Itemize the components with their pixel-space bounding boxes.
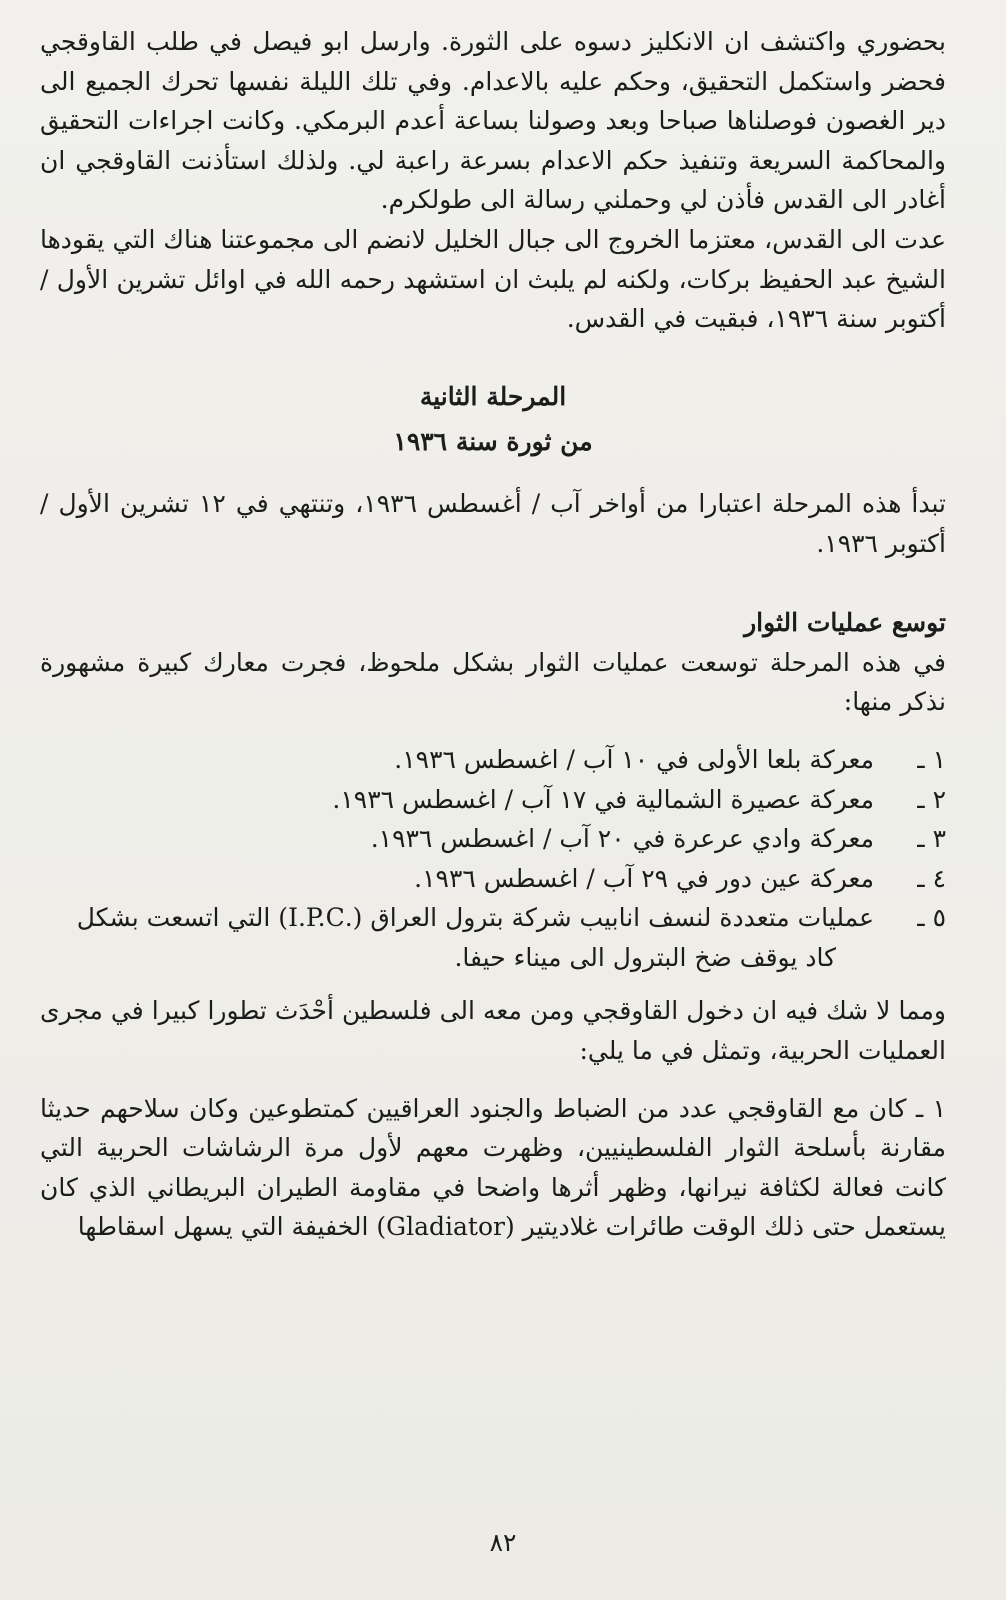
list-number: ١ ـ bbox=[917, 744, 946, 774]
section-title: توسع عمليات الثوار bbox=[744, 608, 946, 638]
paragraph-2: عدت الى القدس، معتزما الخروج الى جبال الخليل لانضم الى مجموعتنا هناك التي يقودها الشيخ عبد الحفيظ بركات، ولكنه لم يلبث ان استشهد رحمه الله في اوائل تشرين الأول / أكتوبر سنة ١٩٣٦، فبقيت في القدس. bbox=[40, 224, 946, 334]
page-text bbox=[40, 22, 946, 1247]
list-text: عمليات متعددة لنسف انابيب شركة بترول العراق (.I.P.C) التي اتسعت بشكل bbox=[76, 903, 874, 933]
list-text: معركة وادي عرعرة في ٢٠ آب / اغسطس ١٩٣٦. bbox=[370, 824, 874, 854]
list-text: معركة عصيرة الشمالية في ١٧ آب / اغسطس ١٩٣٦. bbox=[332, 784, 874, 814]
list-number: ٥ ـ bbox=[917, 903, 946, 933]
list-text: معركة بلعا الأولى في ١٠ آب / اغسطس ١٩٣٦. bbox=[394, 744, 874, 774]
paragraph-after-list: ومما لا شك فيه ان دخول القاوقجي ومن معه الى فلسطين أحْدَث تطورا كبيرا في مجرى العمليات الحربية، وتمثل في ما يلي: bbox=[40, 996, 946, 1066]
phase-subtitle: من ثورة سنة ١٩٣٦ bbox=[393, 427, 593, 457]
list-text: معركة عين دور في ٢٩ آب / اغسطس ١٩٣٦. bbox=[414, 863, 874, 893]
list-item bbox=[40, 780, 946, 820]
page-number: ٨٢ bbox=[489, 1528, 517, 1557]
list-item bbox=[40, 898, 946, 938]
list-number: ٣ ـ bbox=[917, 824, 946, 854]
battles-list bbox=[40, 740, 946, 938]
section-intro: في هذه المرحلة توسعت عمليات الثوار بشكل ملحوظ، فجرت معارك كبيرة مشهورة نذكر منها: bbox=[40, 647, 946, 717]
list-item bbox=[40, 740, 946, 780]
list-item bbox=[40, 819, 946, 859]
paragraph-1: بحضوري واكتشف ان الانكليز دسوه على الثورة. وارسل ابو فيصل في طلب القاوقجي فحضر واستكمل التحقيق، وحكم عليه بالاعدام. وفي تلك الليلة نفسها تحرك الجميع الى دير الغصون فوصلناها صباحا وبعد وصولنا بساعة أعدم البرمكي. وكانت اجراءات التحقيق والمحاكمة السريعة وتنفيذ حكم الاعدام بسرعة راعبة لي. ولذلك استأذنت القاوقجي ان أغادر الى القدس فأذن لي وحملني رسالة الى طولكرم. bbox=[40, 27, 946, 215]
list-number: ٢ ـ bbox=[917, 784, 946, 814]
phase-intro: تبدأ هذه المرحلة اعتبارا من أواخر آب / أغسطس ١٩٣٦، وتنتهي في ١٢ تشرين الأول / أكتوبر ١٩٣٦. bbox=[40, 488, 946, 558]
point-1: ١ ـ كان مع القاوقجي عدد من الضباط والجنود العراقيين كمتطوعين وكان سلاحهم حديثا مقارنة بأسلحة الثوار الفلسطينيين، وظهرت معهم لأول مرة الرشاشات الحربية التي كانت فعالة لكثافة نيرانها، وظهر أثرها واضحا في مقاومة الطيران البريطاني الذي كان يستعمل حتى ذلك الوقت طائرات غلاديتير (Gladiator) الخفيفة التي يسهل اسقاطها bbox=[40, 1093, 946, 1242]
list-item-continuation: كاد يوقف ضخ البترول الى ميناء حيفا. bbox=[454, 942, 836, 972]
list-number: ٤ ـ bbox=[917, 863, 946, 893]
phase-title: المرحلة الثانية bbox=[419, 381, 567, 411]
list-item bbox=[40, 859, 946, 899]
